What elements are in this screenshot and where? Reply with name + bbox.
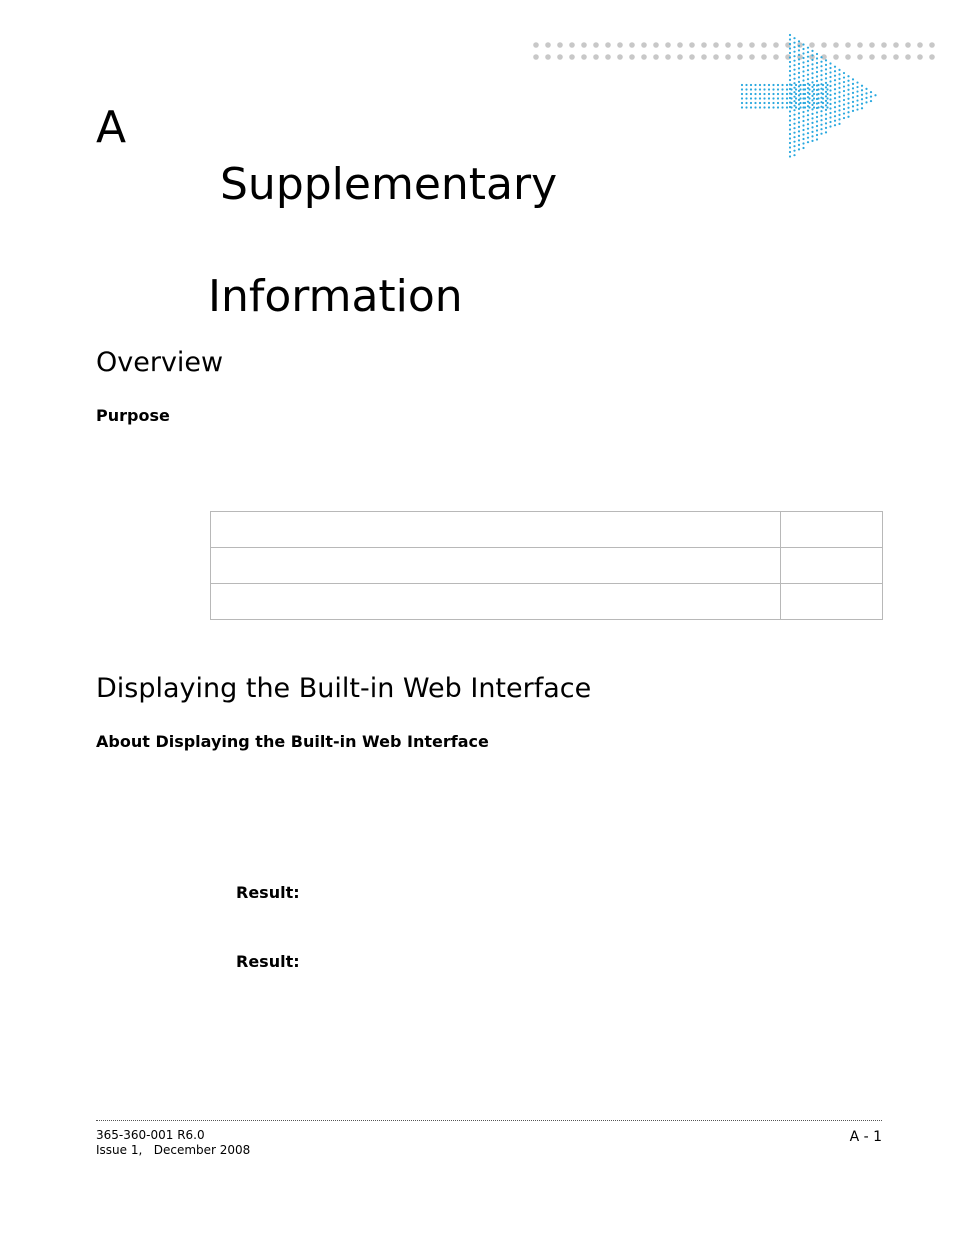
web-interface-heading: Displaying the Built-in Web Interface xyxy=(96,673,592,704)
table-row xyxy=(211,548,883,584)
footer-doc-info xyxy=(96,1128,250,1158)
page-cell xyxy=(781,584,883,620)
page-cell xyxy=(781,512,883,548)
chapter-title-line-1: Supplementary xyxy=(220,159,558,210)
footer-doc-number: 365-360-001 R6.0 xyxy=(96,1128,205,1142)
page-cell xyxy=(781,548,883,584)
purpose-heading: Purpose xyxy=(96,406,170,425)
topic-cell xyxy=(211,512,781,548)
chapter-letter: A xyxy=(96,102,127,153)
footer-page-number: A - 1 xyxy=(849,1129,882,1145)
table-row xyxy=(211,512,883,548)
about-web-interface-heading: About Displaying the Built-in Web Interface xyxy=(96,732,489,751)
chapter-title-line-2: Information xyxy=(208,271,463,322)
topic-cell xyxy=(211,548,781,584)
topic-cell xyxy=(211,584,781,620)
footer-issue-date: Issue 1, December 2008 xyxy=(96,1143,251,1157)
footer-divider xyxy=(96,1120,882,1121)
result-label: Result: xyxy=(236,883,300,902)
chapter-title xyxy=(208,101,557,381)
table-row xyxy=(211,584,883,620)
overview-heading: Overview xyxy=(96,347,224,378)
result-label: Result: xyxy=(236,952,300,971)
dotted-arrow-icon xyxy=(528,30,938,160)
contents-table xyxy=(210,511,883,620)
